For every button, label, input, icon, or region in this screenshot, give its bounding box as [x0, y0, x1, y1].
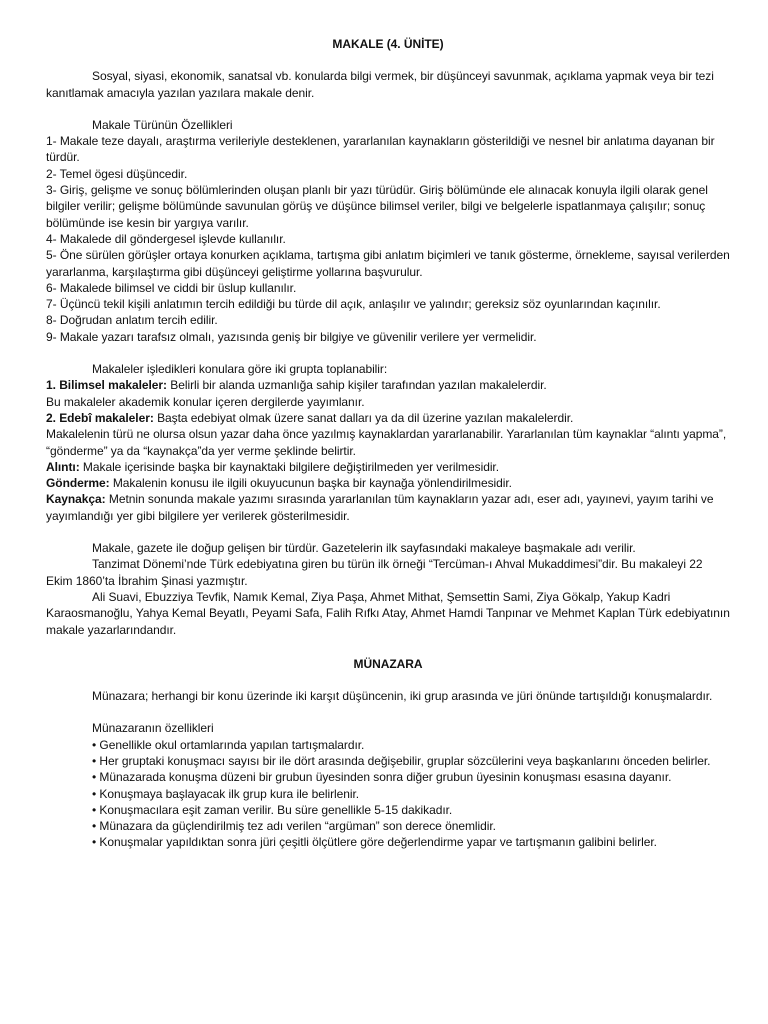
gonderme-label: Gönderme: — [46, 476, 110, 491]
munazara-feature-item: • Konuşmaya başlayacak ilk grup kura ile belirlenir. — [92, 786, 360, 801]
makale-feature-item: 8- Doğrudan anlatım tercih edilir. — [46, 313, 218, 328]
document-page — [46, 36, 730, 851]
kaynakca-text: Metnin sonunda makale yazımı sırasında yararlanılan tüm kaynakların yazar adı, eser adı, yayınevi, yayım tarihi ve yayımlandığı yer gibi bilgilere yer verilerek gösterilmesidir. — [46, 492, 714, 523]
makale-intro: Sosyal, siyasi, ekonomik, sanatsal vb. konularda bilgi vermek, bir düşünceyi savunmak, açıklama yapmak veya bir tezi kanıtlamak amacıyla yazılan yazılara makale denir. — [46, 69, 714, 100]
makale-feature-item: 3- Giriş, gelişme ve sonuç bölümlerinden oluşan planlı bir yazı türüdür. Giriş bölümünde ele alınacak konuyla ilgili olarak genel bilgiler verilir; gelişme bölümünde savunulan görüş ve düşünce bilimsel veriler, bilgi ve belgelerle ispatlanmaya çalışılır; sonuç bölümünde ise kesin bir yargıya varılır. — [46, 183, 708, 230]
makale-feature-item: 1- Makale teze dayalı, araştırma verileriyle desteklenen, yararlanılan kaynakların gösterildiği ve nesnel bir anlatıma dayanan bir türdür. — [46, 134, 715, 165]
kaynakca-label: Kaynakça: — [46, 492, 106, 507]
history-paragraph-1: Makale, gazete ile doğup gelişen bir türdür. Gazetelerin ilk sayfasındaki makaleye başmakale adı verilir. — [92, 541, 636, 556]
group2-line — [46, 410, 730, 426]
alinti-line — [46, 459, 730, 475]
munazara-feature-item: • Münazarada konuşma düzeni bir grubun üyesinden sonra diğer grubun üyesinin konuşması esasına dayanır. — [92, 770, 672, 785]
munazara-feature-item: • Konuşmacılara eşit zaman verilir. Bu süre genellikle 5-15 dakikadır. — [92, 802, 453, 817]
munazara-title: MÜNAZARA — [353, 656, 423, 671]
group1-text: Belirli bir alanda uzmanlığa sahip kişiler tarafından yazılan makalelerdir. — [166, 378, 547, 393]
alinti-text: Makale içerisinde başka bir kaynaktaki bilgilere değiştirilmeden yer verilmesidir. — [79, 459, 500, 474]
group2-text: Başta edebiyat olmak üzere sanat dalları ya da dil üzerine yazılan makalelerdir. — [153, 410, 574, 425]
munazara-intro: Münazara; herhangi bir konu üzerinde iki karşıt düşüncenin, iki grup arasında ve jüri önünde tartışıldığı konuşmalardır. — [92, 689, 713, 704]
group1-line — [46, 377, 730, 393]
makale-groups-heading: Makaleler işledikleri konulara göre iki grupta toplanabilir: — [92, 362, 388, 377]
makale-feature-item: 4- Makalede dil göndergesel işlevde kullanılır. — [46, 231, 286, 246]
group1-label: 1. Bilimsel makaleler: — [46, 378, 167, 393]
makale-title: MAKALE (4. ÜNİTE) — [332, 37, 444, 51]
munazara-features-heading: Münazaranın özellikleri — [92, 721, 214, 736]
munazara-feature-item: • Genellikle okul ortamlarında yapılan tartışmalardır. — [92, 737, 365, 752]
sources-text: Makalelenin türü ne olursa olsun yazar daha önce yazılmış kaynaklardan yararlanabilir. Yararlanılan tüm kaynaklar “alıntı yapma”, “gönderme” ya da “kaynakça”da yer verme şeklinde belirtir. — [46, 427, 727, 458]
makale-feature-item: 9- Makale yazarı tarafsız olmalı, yazısında geniş bir bilgiye ve güvenilir verilere yer vermelidir. — [46, 329, 537, 344]
munazara-feature-item: • Münazara da güçlendirilmiş tez adı verilen “argüman” son derece önemlidir. — [92, 819, 496, 834]
history-paragraph-2: Tanzimat Dönemi’nde Türk edebiyatına giren bu türün ilk örneği “Tercüman-ı Ahval Mukaddimesi”dir. Bu makaleyi 22 Ekim 1860’ta İbrahim Şinasi yazmıştır. — [46, 557, 703, 588]
group2-label: 2. Edebî makaleler: — [46, 410, 154, 425]
munazara-feature-item: • Konuşmalar yapıldıktan sonra jüri çeşitli ölçütlere göre değerlendirme yapar ve tartışmanın galibini belirler. — [92, 835, 657, 850]
munazara-feature-item: • Her gruptaki konuşmacı sayısı bir ile dört arasında değişebilir, gruplar sözcülerini veya başkanlarını önceden belirler. — [92, 753, 711, 768]
history-paragraph-3: Ali Suavi, Ebuzziya Tevfik, Namık Kemal, Ziya Paşa, Ahmet Mithat, Şemsettin Sami, Ziya Gökalp, Yakup Kadri Karaosmanoğlu, Yahya Kemal Beyatlı, Peyami Safa, Falih Rıfkı Atay, Ahmet Hamdi Tanpınar ve Mehmet Kaplan Türk edebiyatının makale yazarlarındandır. — [46, 589, 730, 637]
gonderme-line — [46, 475, 730, 491]
makale-feature-item: 7- Üçüncü tekil kişili anlatımın tercih edildiği bu türde dil açık, anlaşılır ve yalındır; gereksiz söz oyunlarından kaçınılır. — [46, 297, 661, 312]
kaynakca-line — [46, 491, 730, 524]
alinti-label: Alıntı: — [46, 459, 80, 474]
group1-note: Bu makaleler akademik konular içeren dergilerde yayımlanır. — [46, 394, 365, 409]
makale-features-heading: Makale Türünün Özellikleri — [92, 117, 233, 132]
makale-feature-item: 6- Makalede bilimsel ve ciddi bir üslup kullanılır. — [46, 280, 297, 295]
makale-feature-item: 2- Temel ögesi düşüncedir. — [46, 166, 188, 181]
makale-feature-item: 5- Öne sürülen görüşler ortaya konurken açıklama, tartışma gibi anlatım biçimleri ve tanık gösterme, örnekleme, sayısal verilerden yararlanma, karşılaştırma gibi düşünceyi geliştirme yollarına başvurulur. — [46, 248, 730, 279]
gonderme-text: Makalenin konusu ile ilgili okuyucunun başka bir kaynağa yönlendirilmesidir. — [109, 476, 512, 491]
